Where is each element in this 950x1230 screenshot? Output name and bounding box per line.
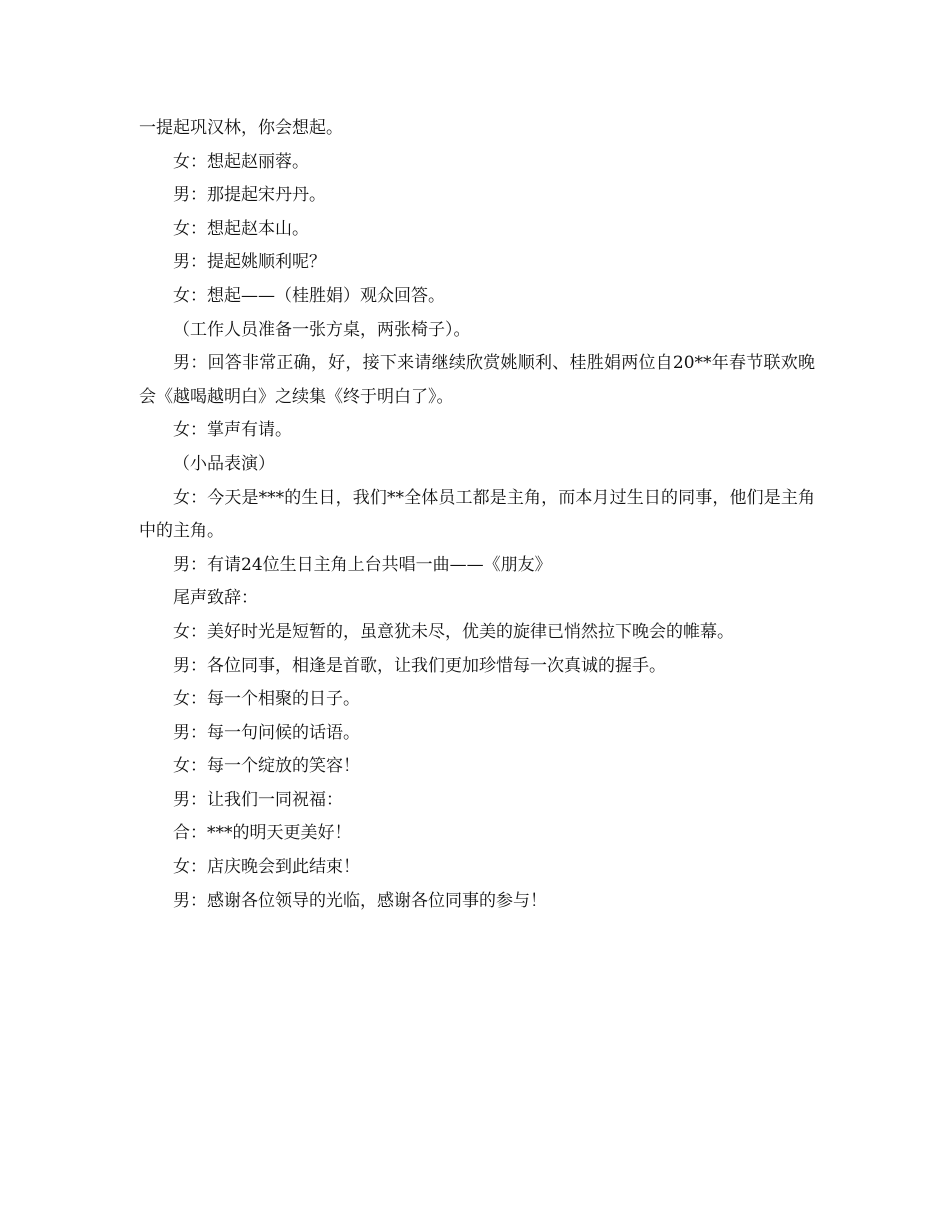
paragraph: 男：各位同事，相逢是首歌，让我们更加珍惜每一次真诚的握手。 — [173, 655, 666, 676]
paragraph: 女：今天是***的生日，我们**全体员工都是主角，而本月过生日的同事，他们是主角中的主角。 — [139, 487, 815, 542]
paragraph: 男：每一句问候的话语。 — [173, 722, 360, 743]
paragraph: 合：***的明天更美好！ — [173, 823, 352, 844]
paragraph: 男：感谢各位领导的光临，感谢各位同事的参与！ — [173, 890, 547, 911]
document-body — [139, 112, 815, 918]
paragraph: 女：店庆晚会到此结束！ — [173, 857, 360, 878]
paragraph: 男：那提起宋丹丹。 — [173, 185, 326, 206]
paragraph: 女：想起——（桂胜娟）观众回答。 — [173, 285, 445, 306]
paragraph: 男：回答非常正确，好，接下来请继续欣赏姚顺利、桂胜娟两位自20**年春节联欢晚会《越喝越明白》之续集《终于明白了》。 — [139, 353, 815, 407]
paragraph: 女：每一个相聚的日子。 — [173, 689, 360, 710]
paragraph: 女：想起赵丽蓉。 — [173, 151, 309, 172]
paragraph: 男：有请24位生日主角上台共唱一曲——《朋友》 — [173, 554, 552, 575]
paragraph: （小品表演） — [173, 453, 275, 474]
paragraph: 女：想起赵本山。 — [173, 218, 309, 239]
paragraph: 男：提起姚顺利呢？ — [173, 252, 326, 273]
paragraph: 女：掌声有请。 — [173, 420, 292, 441]
paragraph: （工作人员准备一张方桌，两张椅子）。 — [173, 319, 471, 340]
paragraph: 男：让我们一同祝福： — [173, 789, 343, 810]
paragraph: 尾声致辞： — [173, 588, 258, 609]
paragraph: 女：每一个绽放的笑容！ — [173, 756, 360, 777]
paragraph: 一提起巩汉林，你会想起。 — [139, 118, 343, 138]
paragraph: 女：美好时光是短暂的，虽意犹未尽，优美的旋律已悄然拉下晚会的帷幕。 — [173, 621, 734, 642]
